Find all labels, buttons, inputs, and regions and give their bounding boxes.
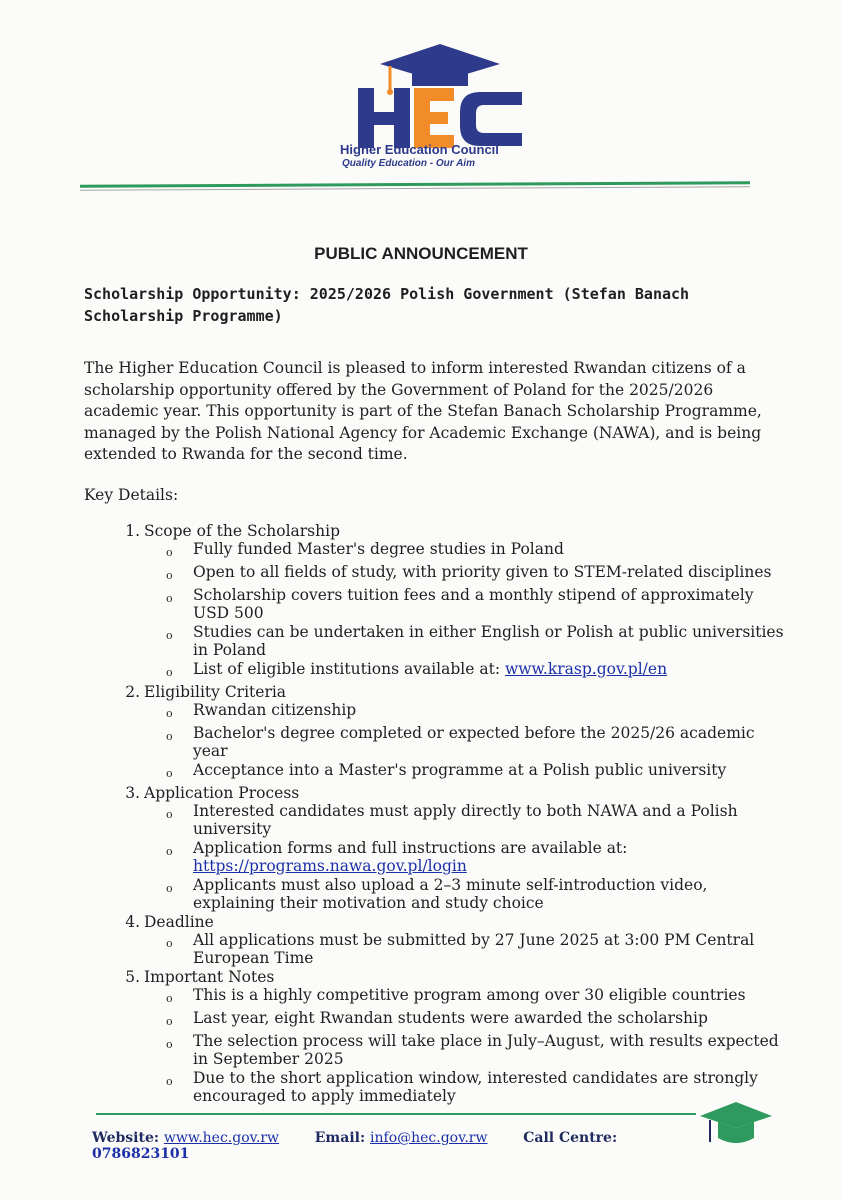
key-details-heading: Key Details: — [84, 486, 179, 504]
bullet-icon: o — [166, 808, 173, 821]
website-link[interactable]: www.hec.gov.rw — [163, 1130, 280, 1146]
section-title: Eligibility Criteria — [144, 683, 287, 701]
list-item: o Scholarship covers tuition fees and a monthly stipend of approximately USD 500 — [166, 586, 754, 622]
email-link[interactable]: info@hec.gov.rw — [370, 1130, 488, 1146]
list-item: o This is a highly competitive program among over 30 eligible countries — [166, 986, 784, 1008]
footer-divider — [96, 1113, 696, 1115]
list-item: o The selection process will take place in July–August, with results expected in September 2025 — [166, 1032, 779, 1068]
bullet-icon: o — [166, 882, 173, 895]
list-item: o Open to all fields of study, with priority given to STEM-related disciplines — [166, 563, 784, 585]
list-item: o List of eligible institutions available at: www.krasp.gov.pl/en — [166, 660, 784, 682]
list-item: o Due to the short application window, interested candidates are strongly encouraged to apply immediately — [166, 1069, 758, 1105]
list-item: o All applications must be submitted by 27 June 2025 at 3:00 PM Central European Time — [166, 931, 755, 967]
list-item: o Last year, eight Rwandan students were awarded the scholarship — [166, 1009, 784, 1031]
krasp-link[interactable]: www.krasp.gov.pl/en — [504, 660, 668, 678]
bullet-icon: o — [166, 666, 173, 679]
section-deadline — [104, 913, 784, 931]
list-item: o Interested candidates must apply directly to both NAWA and a Polish university — [166, 802, 738, 838]
bullet-icon: o — [166, 1038, 173, 1051]
section-title: Important Notes — [144, 968, 275, 986]
bullet-icon: o — [166, 592, 173, 605]
section-number: 2. — [125, 683, 140, 701]
bullet-icon: o — [166, 569, 173, 582]
intro-paragraph: The Higher Education Council is pleased to inform interested Rwandan citizens of a scholarship opportunity offered by the Government of Poland for the 2025/2026 academic year. This opportunity is part of the Stefan Banach Scholarship Programme, managed by the Polish National Agency for Academic Exchange (NAWA), and is being extended to Rwanda for the second time. — [84, 359, 762, 463]
bullet-icon: o — [166, 730, 173, 743]
call-centre-number[interactable]: 0786823101 — [92, 1146, 190, 1162]
page-title: PUBLIC ANNOUNCEMENT — [314, 244, 528, 263]
bullet-icon: o — [166, 707, 173, 720]
list-item: o Application forms and full instructions are available at: https://programs.nawa.gov.pl/login — [166, 839, 628, 875]
section-title: Deadline — [144, 913, 214, 931]
list-item: o Studies can be undertaken in either English or Polish at public universities in Poland — [166, 623, 784, 659]
announcement-subtitle: Scholarship Opportunity: 2025/2026 Polish Government (Stefan Banach Scholarship Programme) — [84, 285, 690, 325]
section-notes — [104, 968, 784, 986]
list-item: o Applicants must also upload a 2–3 minute self-introduction video, explaining their motivation and study choice — [166, 876, 708, 912]
email-label: Email: — [314, 1130, 366, 1146]
details-list — [104, 522, 784, 1106]
footer-contacts — [92, 1130, 712, 1162]
section-application — [104, 784, 784, 802]
logo-org-name: Higher Education Council — [340, 142, 499, 157]
list-item: o Acceptance into a Master's programme at a Polish public university — [166, 761, 784, 783]
bullet-icon: o — [166, 546, 173, 559]
bullet-icon: o — [166, 767, 173, 780]
section-scope — [104, 522, 784, 540]
bullet-icon: o — [166, 1015, 173, 1028]
bullet-icon: o — [166, 845, 173, 858]
bullet-icon: o — [166, 629, 173, 642]
list-item: o Fully funded Master's degree studies in Poland — [166, 540, 784, 562]
section-title: Application Process — [144, 784, 300, 802]
nawa-link[interactable]: https://programs.nawa.gov.pl/login — [193, 857, 467, 875]
section-eligibility — [104, 683, 784, 701]
bullet-icon: o — [166, 1075, 173, 1088]
section-number: 4. — [125, 913, 140, 931]
section-number: 1. — [125, 522, 140, 540]
section-title: Scope of the Scholarship — [144, 522, 340, 540]
bullet-icon: o — [166, 937, 173, 950]
list-item: o Bachelor's degree completed or expected before the 2025/26 academic year — [166, 724, 755, 760]
call-centre-label: Call Centre: — [523, 1130, 618, 1146]
website-label: Website: — [92, 1130, 160, 1146]
section-number: 3. — [125, 784, 140, 802]
bullet-icon: o — [166, 992, 173, 1005]
logo-tagline: Quality Education - Our Aim — [342, 158, 475, 169]
section-number: 5. — [125, 968, 140, 986]
list-item: o Rwandan citizenship — [166, 701, 784, 723]
